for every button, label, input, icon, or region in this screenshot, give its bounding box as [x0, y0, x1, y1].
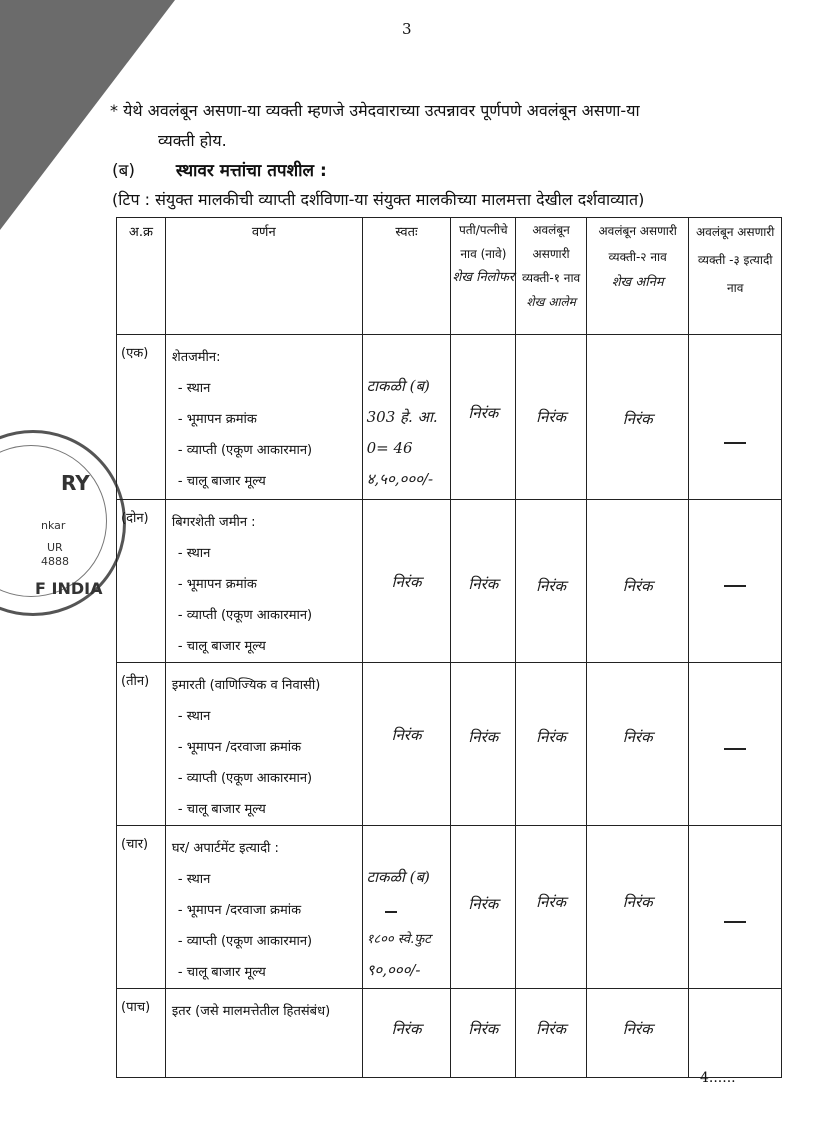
self-value: निरंक [362, 500, 451, 663]
header-self: स्वतः [362, 218, 451, 335]
section-label: (ब) [112, 161, 135, 181]
row-number: (पाच) [117, 989, 166, 1078]
spouse-value: निरंक [451, 989, 516, 1078]
seal-text-top: RY [61, 471, 90, 495]
official-seal [0, 430, 126, 616]
dependent-3-dash [689, 826, 782, 989]
row-description: इतर (जसे मालमत्तेतील हितसंबंध) [165, 989, 362, 1078]
note-line-2: व्यक्ती होय. [158, 131, 227, 150]
dependent-2-name-handwritten: शेख अनिम [611, 275, 664, 290]
section-title: स्थावर मत्तांचा तपशील : [175, 161, 327, 181]
self-value: निरंक [362, 989, 451, 1078]
table-row [117, 335, 782, 500]
dependent-1-value: निरंक [516, 663, 587, 826]
seal-text-bottom: F INDIA [35, 579, 103, 598]
dependent-2-value: निरंक [586, 989, 688, 1078]
dependent-2-value: निरंक [586, 663, 688, 826]
header-description: वर्णन [165, 218, 362, 335]
row-number: (तीन) [117, 663, 166, 826]
row-number: (दोन) [117, 500, 166, 663]
table-row [117, 500, 782, 663]
dependent-2-value: निरंक [586, 500, 688, 663]
dependent-3-dash [689, 335, 782, 500]
row-description: घर/ अपार्टमेंट इत्यादी : - स्थान - भूमापन /दरवाजा क्रमांक - व्याप्ती (एकूण आकारमान) - चालू बाजार मूल्य [165, 826, 362, 989]
dependent-1-value: निरंक [516, 335, 587, 500]
spouse-value: निरंक [451, 335, 516, 500]
dependent-3-empty [689, 989, 782, 1078]
row-number: (चार) [117, 826, 166, 989]
table-row [117, 826, 782, 989]
dependent-1-value: निरंक [516, 826, 587, 989]
note-line-1: * येथे अवलंबून असणा-या व्यक्ती म्हणजे उमेदवाराच्या उत्पन्नावर पूर्णपणे अवलंबून असणा-या [110, 101, 640, 120]
table-row [117, 989, 782, 1078]
page-number: 3 [402, 20, 412, 38]
row-description: शेतजमीन: - स्थान - भूमापन क्रमांक - व्याप्ती (एकूण आकारमान) - चालू बाजार मूल्य [165, 335, 362, 500]
spouse-value: निरंक [451, 663, 516, 826]
table-row [117, 663, 782, 826]
row-number: (एक) [117, 335, 166, 500]
row-description: बिगरशेती जमीन : - स्थान - भूमापन क्रमांक - व्याप्ती (एकूण आकारमान) - चालू बाजार मूल्य [165, 500, 362, 663]
row-description: इमारती (वाणिज्यिक व निवासी) - स्थान - भूमापन /दरवाजा क्रमांक - व्याप्ती (एकूण आकारमान) - चालू बाजार मूल्य [165, 663, 362, 826]
self-value: निरंक [362, 663, 451, 826]
next-page-indicator: 4...... [700, 1070, 736, 1086]
seal-text-3: 4888 [41, 555, 69, 568]
dependent-2-value: निरंक [586, 826, 688, 989]
header-no: अ.क्र [117, 218, 166, 335]
header-dependent-3: अवलंबून असणारी व्यक्ती -३ इत्यादी नाव [689, 218, 782, 335]
dependent-1-value: निरंक [516, 989, 587, 1078]
self-value-cell: टाकळी (ब) 303 हे. आ. 0= 46 ४,५०,०००/- [362, 335, 451, 500]
dependent-2-value: निरंक [586, 335, 688, 500]
spouse-value: निरंक [451, 500, 516, 663]
dependent-3-dash [689, 663, 782, 826]
spouse-name-handwritten: शेख निलोफर [452, 270, 515, 285]
table-header-row [117, 218, 782, 335]
seal-text-1: nkar [41, 519, 66, 532]
section-heading [112, 158, 327, 181]
spouse-value: निरंक [451, 826, 516, 989]
header-dependent-2: अवलंबून असणारी व्यक्ती-२ नाव शेख अनिम [586, 218, 688, 335]
dependents-note [110, 96, 790, 156]
self-value-cell: टाकळी (ब) १८०० स्वे.फुट ९०,०००/- [362, 826, 451, 989]
dependent-1-value: निरंक [516, 500, 587, 663]
immovable-assets-table [116, 217, 782, 1078]
seal-text-2: UR [47, 541, 63, 554]
dependent-1-name-handwritten: शेख आलेम [526, 295, 576, 309]
header-spouse: पती/पत्नीचे नाव (नावे) शेख निलोफर [451, 218, 516, 335]
dependent-3-dash [689, 500, 782, 663]
tip-note: (टिप : संयुक्त मालकीची व्याप्ती दर्शविणा-या संयुक्त मालकीच्या मालमत्ता देखील दर्शवाव्यात) [112, 190, 645, 209]
header-dependent-1: अवलंबून असणारी व्यक्ती-१ नाव शेख आलेम [516, 218, 587, 335]
